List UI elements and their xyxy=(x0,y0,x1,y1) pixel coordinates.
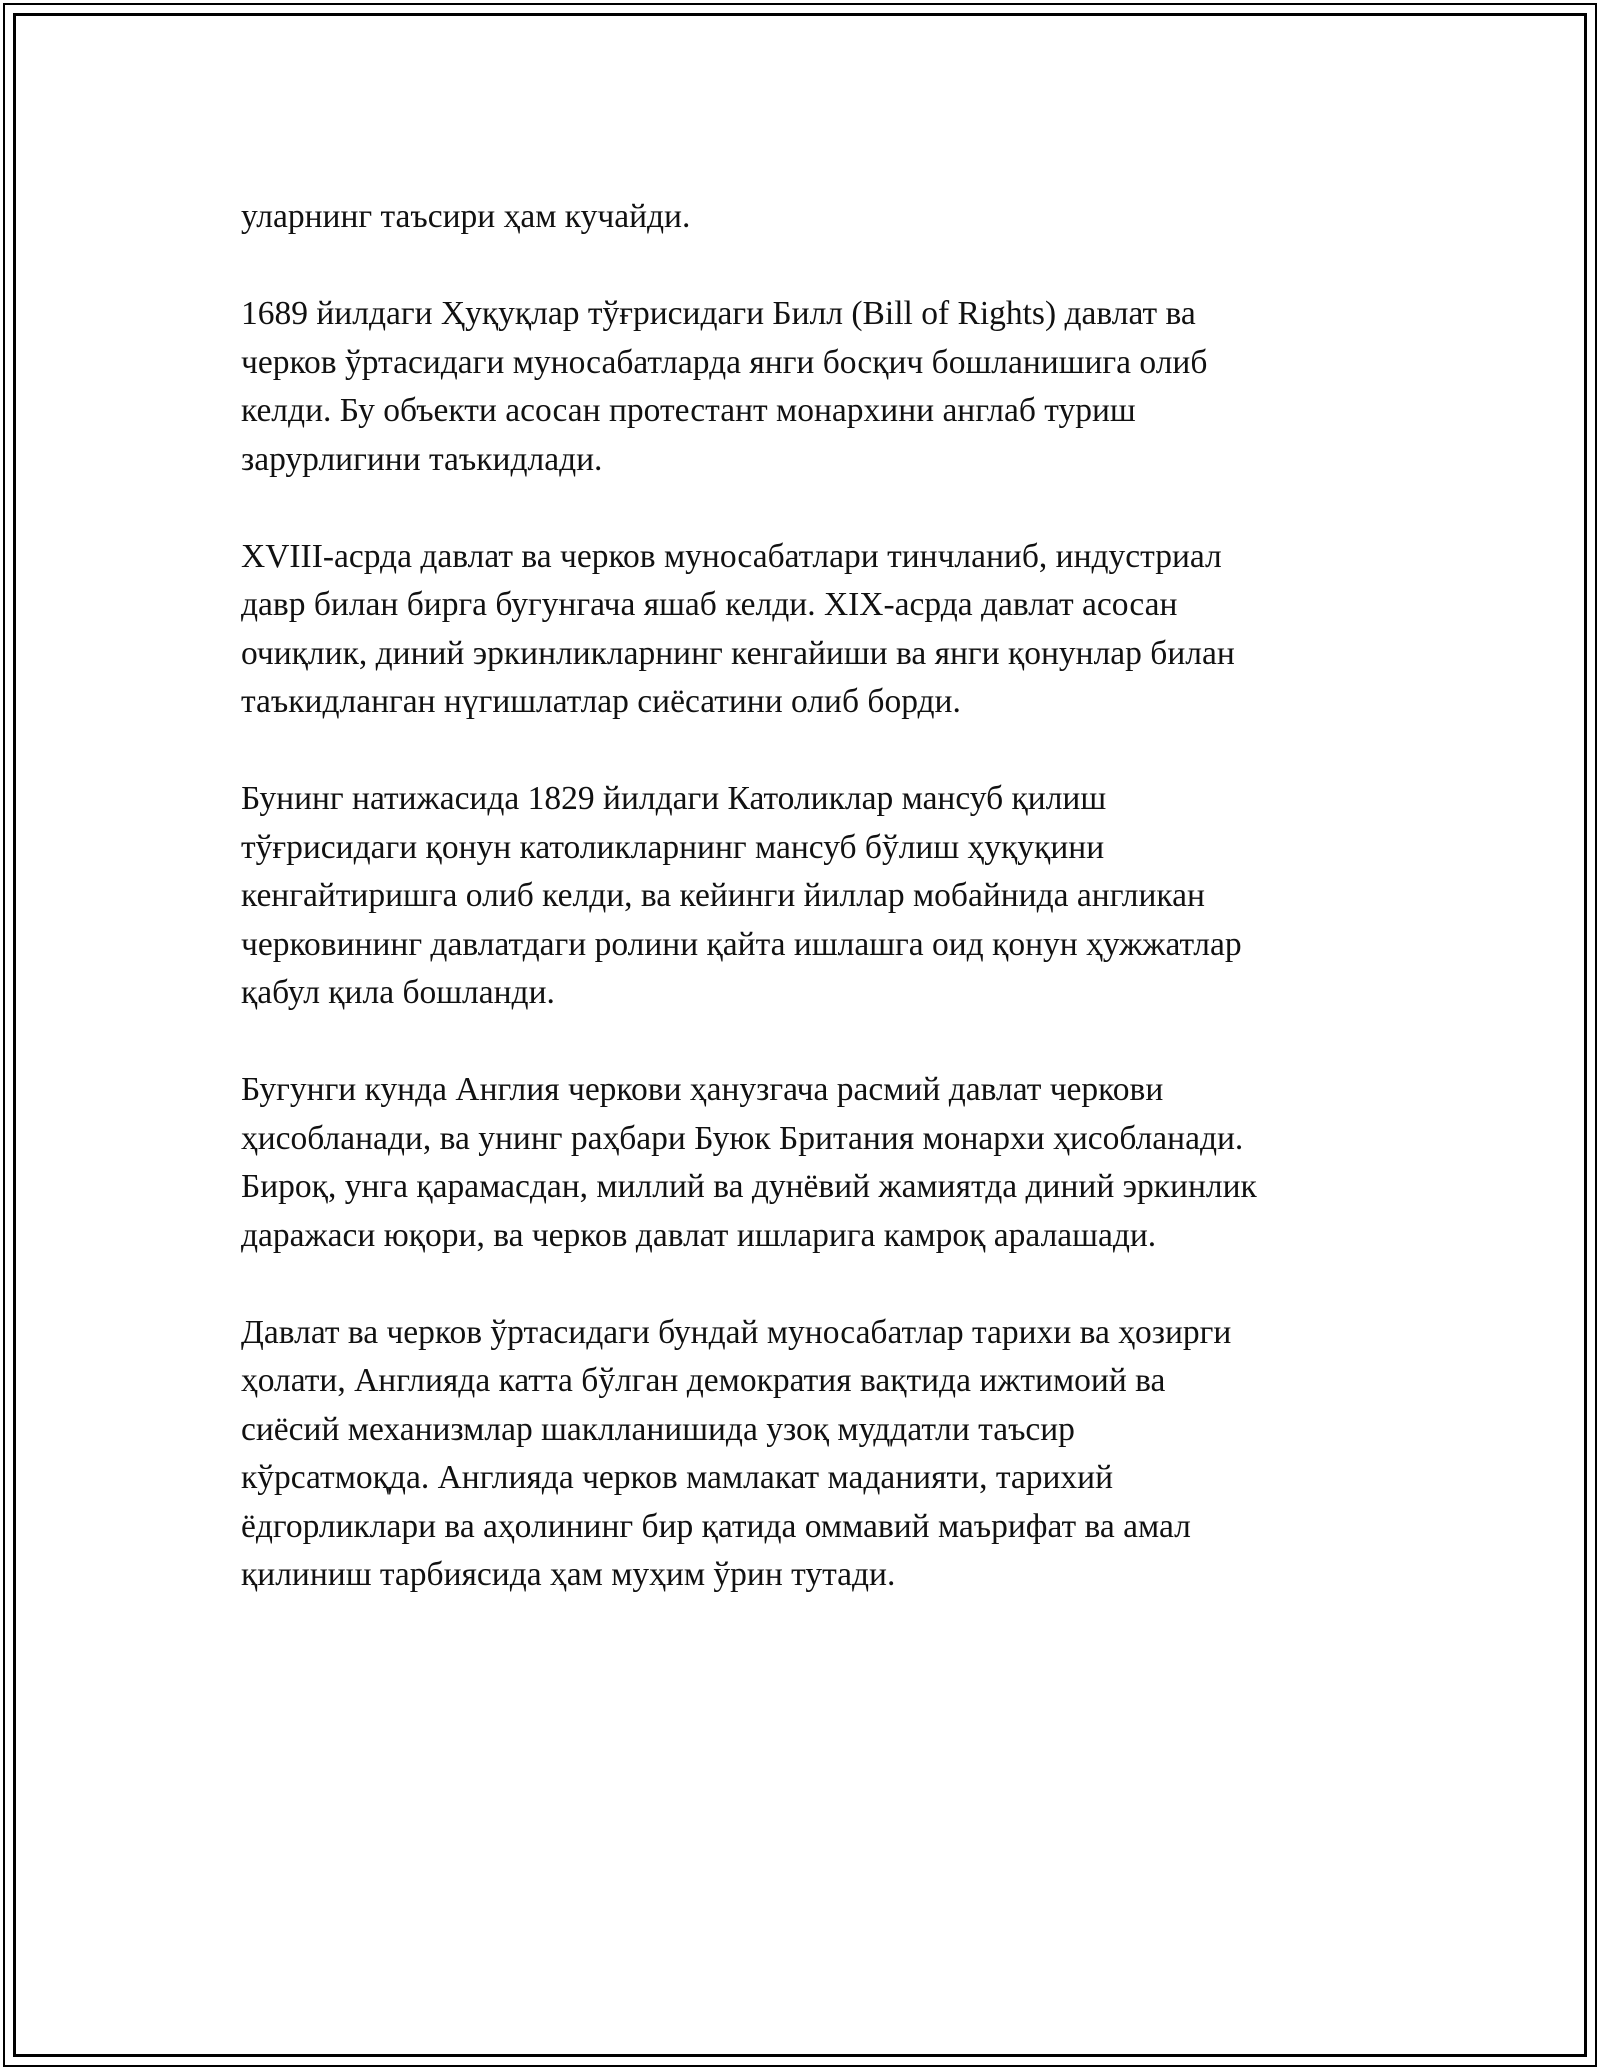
page-border xyxy=(3,3,1597,2067)
text-line: ҳисобланади, ва унинг раҳбари Буюк Британия монархи ҳисобланади. xyxy=(241,1119,1244,1157)
paragraph-2 xyxy=(241,290,1371,484)
text-line: қабул қила бошланди. xyxy=(241,974,555,1011)
text-line: келди. Бу объекти асосан протестант монархини англаб туриш xyxy=(241,392,1136,429)
text-line: даражаси юқори, ва черков давлат ишларига камроқ аралашади. xyxy=(241,1216,1157,1254)
document-body xyxy=(241,193,1371,1648)
text-line: қилиниш тарбиясида ҳам муҳим ўрин тутади. xyxy=(241,1556,896,1593)
text-line: XVIII-асрда давлат ва черков муносабатлари тинчланиб, индустриал xyxy=(241,537,1222,575)
text-line: черков ўртасидаги муносабатларда янги босқич бошланишига олиб xyxy=(241,343,1208,381)
text-line: черковининг давлатдаги ролини қайта ишлашга оид қонун ҳужжатлар xyxy=(241,925,1242,963)
text-line: Давлат ва черков ўртасидаги бундай муносабатлар тарихи ва ҳозирги xyxy=(241,1313,1232,1351)
text-line: кенгайтиришга олиб келди, ва кейинги йиллар мобайнида англикан xyxy=(241,877,1205,914)
text-line: уларнинг таъсири ҳам кучайди. xyxy=(241,198,691,235)
text-line: очиқлик, диний эркинликларнинг кенгайиши ва янги қонунлар билан xyxy=(241,634,1235,672)
paragraph-6 xyxy=(241,1309,1371,1600)
text-line: зарурлигини таъкидлади. xyxy=(241,440,603,478)
paragraph-5 xyxy=(241,1066,1371,1260)
text-line: таъкидланган нүгишлатлар сиёсатини олиб борди. xyxy=(241,683,961,720)
text-line: тўғрисидаги қонун католикларнинг мансуб бўлиш ҳуқуқини xyxy=(241,828,1105,866)
text-line: ҳолати, Англияда катта бўлган демократия вақтида ижтимоий ва xyxy=(241,1362,1166,1399)
text-line: давр билан бирга бугунгача яшаб келди. XIX-асрда давлат асосан xyxy=(241,586,1178,623)
text-line: Бироқ, унга қарамасдан, миллий ва дунёвий жамиятда диний эркинлик xyxy=(241,1168,1257,1205)
text-line: 1689 йилдаги Ҳуқуқлар тўғрисидаги Билл (Bill of Rights) давлат ва xyxy=(241,295,1196,332)
text-line: Бугунги кунда Англия черкови ҳанузгача расмий давлат черкови xyxy=(241,1071,1164,1108)
text-line: кўрсатмоқда. Англияда черков мамлакат маданияти, тарихий xyxy=(241,1459,1114,1496)
text-line: сиёсий механизмлар шаклланишида узоқ муддатли таъсир xyxy=(241,1410,1075,1448)
text-line: Бунинг натижасида 1829 йилдаги Католиклар мансуб қилиш xyxy=(241,780,1107,817)
text-line: ёдгорликлари ва аҳолининг бир қатида оммавий маърифат ва амал xyxy=(241,1507,1191,1545)
paragraph-3 xyxy=(241,533,1371,727)
paragraph-4 xyxy=(241,775,1371,1018)
paragraph-1 xyxy=(241,193,1371,242)
